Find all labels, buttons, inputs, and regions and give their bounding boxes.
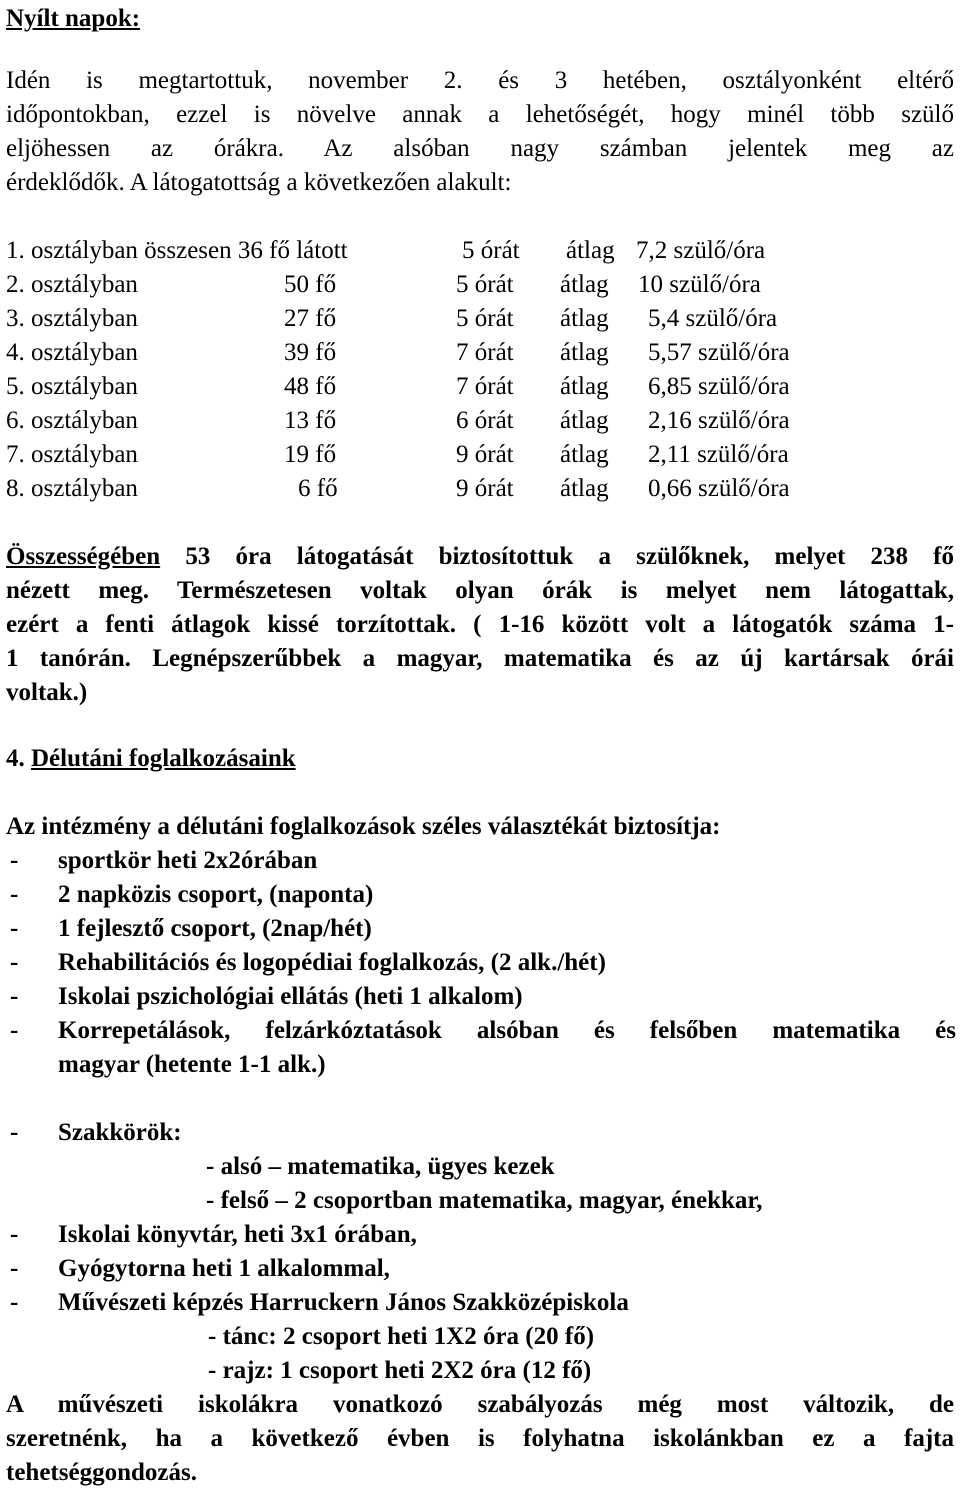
list-item-text: Művészeti képzés Harruckern János Szakközépiskola xyxy=(58,1289,629,1316)
closing-line: A művészeti iskolákra vonatkozó szabályozás még most változik, de xyxy=(6,1391,954,1418)
section-number: 4. xyxy=(6,745,25,772)
closing-line: szeretnénk, ha a következő évben is folyhatna iskolánkban ez a fajta xyxy=(6,1425,954,1452)
summary-first-rest: 53 óra látogatását biztosítottuk a szülőknek, melyet 238 fő xyxy=(185,543,954,570)
section-heading xyxy=(6,742,296,776)
class-cell: 5. osztályban xyxy=(6,373,138,400)
class-cell: 1. osztályban összesen 36 fő látott xyxy=(6,237,348,264)
people-cell: 19 fő xyxy=(284,441,337,468)
value-cell: 6,85 szülő/óra xyxy=(648,373,790,400)
list-item-text: Rehabilitációs és logopédiai foglalkozás, (2 alk./hét) xyxy=(58,949,606,976)
class-cell: 6. osztályban xyxy=(6,407,138,434)
value-cell: 7,2 szülő/óra xyxy=(636,237,766,264)
people-cell: 6 fő xyxy=(298,475,338,502)
class-cell: 8. osztályban xyxy=(6,475,138,502)
intro-line: érdeklődők. A látogatottság a következően alakult: xyxy=(6,169,512,196)
people-cell: 27 fő xyxy=(284,305,337,332)
list-item-text: sportkör heti 2x2órában xyxy=(58,847,318,874)
value-cell: 2,16 szülő/óra xyxy=(648,407,790,434)
list-item-text: Gyógytorna heti 1 alkalommal, xyxy=(58,1255,390,1282)
list-item-text: Szakkörök: xyxy=(58,1119,182,1146)
page-heading: Nyílt napok: xyxy=(6,5,141,32)
list-dash: - xyxy=(10,1289,19,1316)
people-cell: 50 fő xyxy=(284,271,337,298)
hours-cell: 5 órát xyxy=(462,237,520,264)
summary-line: voltak.) xyxy=(6,679,88,706)
value-cell: 0,66 szülő/óra xyxy=(648,475,790,502)
avg-cell: átlag xyxy=(560,339,609,366)
value-cell: 2,11 szülő/óra xyxy=(648,441,789,468)
list-dash: - xyxy=(10,949,19,976)
sub-item: - tánc: 2 csoport heti 1X2 óra (20 fő) xyxy=(208,1323,595,1350)
sub-item: - rajz: 1 csoport heti 2X2 óra (12 fő) xyxy=(208,1357,592,1384)
intro-line: időpontokban, ezzel is növelve annak a lehetőségét, hogy minél több szülő xyxy=(6,101,954,128)
value-cell: 10 szülő/óra xyxy=(638,271,761,298)
people-cell: 39 fő xyxy=(284,339,337,366)
sub-item: - alsó – matematika, ügyes kezek xyxy=(206,1153,555,1180)
list-dash: - xyxy=(10,983,19,1010)
offer-intro: Az intézmény a délutáni foglalkozások széles választékát biztosítja: xyxy=(6,813,721,840)
list-dash: - xyxy=(10,915,19,942)
list-dash: - xyxy=(10,1017,19,1044)
avg-cell: átlag xyxy=(566,237,615,264)
avg-cell: átlag xyxy=(560,407,609,434)
hours-cell: 9 órát xyxy=(456,475,514,502)
class-cell: 4. osztályban xyxy=(6,339,138,366)
summary-line: 1 tanórán. Legnépszerűbbek a magyar, matematika és az új kartársak órái xyxy=(6,645,954,672)
value-cell: 5,57 szülő/óra xyxy=(648,339,790,366)
list-dash: - xyxy=(10,881,19,908)
people-cell: 13 fő xyxy=(284,407,337,434)
avg-cell: átlag xyxy=(560,441,609,468)
value-cell: 5,4 szülő/óra xyxy=(648,305,778,332)
list-dash: - xyxy=(10,1221,19,1248)
list-dash: - xyxy=(10,1119,19,1146)
hours-cell: 7 órát xyxy=(456,339,514,366)
section-title: Délutáni foglalkozásaink xyxy=(31,745,296,772)
intro-line: eljöhessen az órákra. Az alsóban nagy számban jelentek meg az xyxy=(6,135,954,162)
summary-line: ezért a fenti átlagok kissé torzítottak. ( 1-16 között volt a látogatók száma 1- xyxy=(6,611,954,638)
hours-cell: 9 órát xyxy=(456,441,514,468)
list-item-text: Iskolai könyvtár, heti 3x1 órában, xyxy=(58,1221,417,1248)
summary-line xyxy=(6,540,954,574)
class-cell: 2. osztályban xyxy=(6,271,138,298)
list-item-text: magyar (hetente 1-1 alk.) xyxy=(58,1051,326,1078)
list-dash: - xyxy=(10,1255,19,1282)
sub-item: - felső – 2 csoportban matematika, magyar, énekkar, xyxy=(206,1187,763,1214)
list-item-text: 1 fejlesztő csoport, (2nap/hét) xyxy=(58,915,372,942)
avg-cell: átlag xyxy=(560,271,609,298)
avg-cell: átlag xyxy=(560,305,609,332)
list-dash: - xyxy=(10,847,19,874)
class-cell: 3. osztályban xyxy=(6,305,138,332)
avg-cell: átlag xyxy=(560,475,609,502)
list-item-text: Korrepetálások, felzárkóztatások alsóban és felsőben matematika és xyxy=(58,1017,956,1044)
hours-cell: 5 órát xyxy=(456,271,514,298)
summary-line: nézett meg. Természetesen voltak olyan órák is melyet nem látogattak, xyxy=(6,577,954,604)
summary-first-word: Összességében xyxy=(6,543,161,570)
hours-cell: 7 órát xyxy=(456,373,514,400)
closing-line: tehetséggondozás. xyxy=(6,1459,197,1486)
hours-cell: 6 órát xyxy=(456,407,514,434)
intro-line: Idén is megtartottuk, november 2. és 3 hetében, osztályonként eltérő xyxy=(6,67,954,94)
avg-cell: átlag xyxy=(560,373,609,400)
class-cell: 7. osztályban xyxy=(6,441,138,468)
list-item-text: Iskolai pszichológiai ellátás (heti 1 alkalom) xyxy=(58,983,523,1010)
hours-cell: 5 órát xyxy=(456,305,514,332)
people-cell: 48 fő xyxy=(284,373,337,400)
list-item-text: 2 napközis csoport, (naponta) xyxy=(58,881,374,908)
